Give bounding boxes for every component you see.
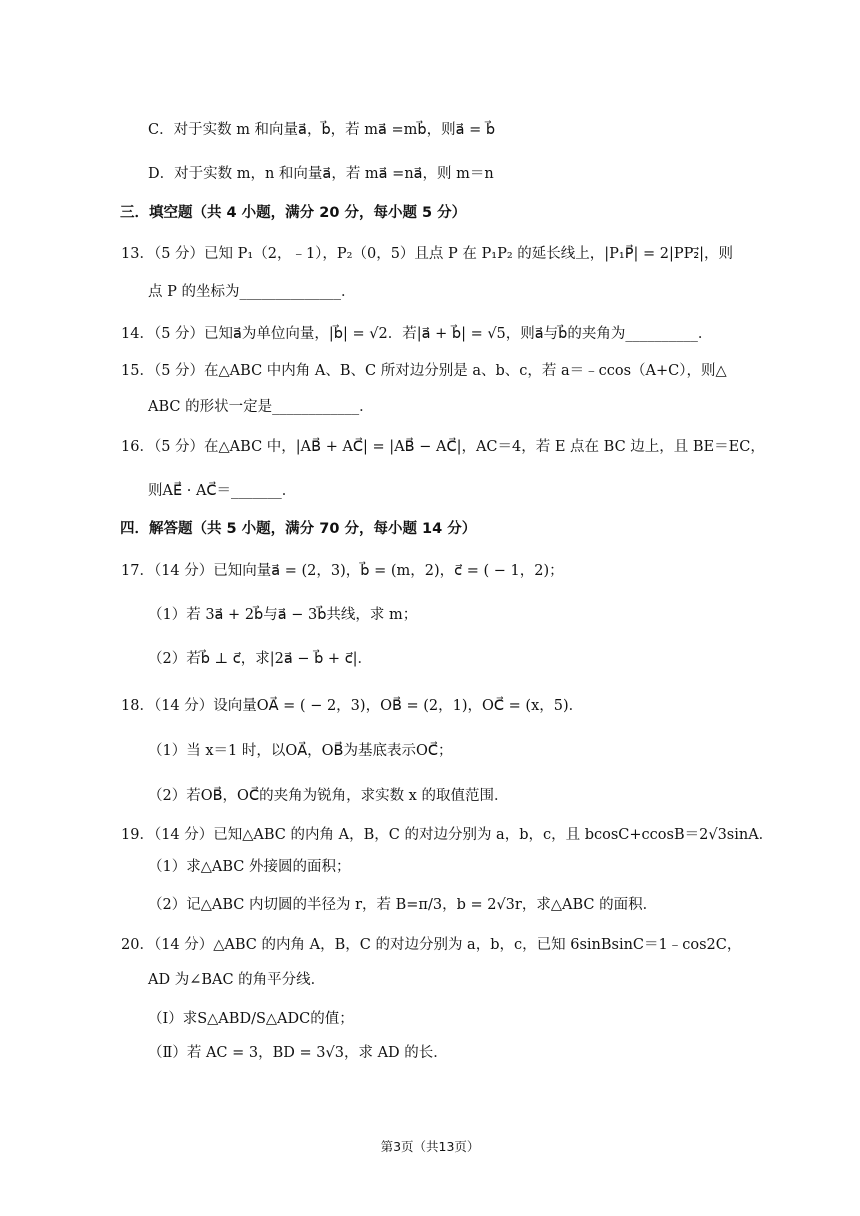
option-c: C．对于实数 m 和向量a⃗，b⃗，若 ma⃗ =mb⃗，则a⃗ = b⃗: [148, 122, 496, 138]
q17-part1: （1）若 3a⃗ + 2b⃗与a⃗ − 3b⃗共线，求 m；: [148, 607, 418, 623]
q19-stem: 19．（14 分）已知△ABC 的内角 A，B，C 的对边分别为 a，b，c，且 bcosC+ccosB＝2√3sinA．: [121, 827, 774, 843]
q16-line2: 则AE⃗ · AC⃗＝_______．: [148, 483, 297, 499]
q13-line1: 13．（5 分）已知 P₁（2，﹣1），P₂（0，5）且点 P 在 P₁P₂ 的延长线上，|P₁P⃗| = 2|PP₂⃗|，则: [121, 246, 734, 262]
q20-stem-line1: 20．（14 分）△ABC 的内角 A，B，C 的对边分别为 a，b，c，已知 6sinBsinC＝1﹣cos2C，: [121, 937, 742, 953]
q19-part1: （1）求△ABC 外接圆的面积；: [148, 859, 351, 875]
q15-line2: ABC 的形状一定是____________．: [148, 399, 374, 415]
q20-stem-line2: AD 为∠BAC 的角平分线．: [148, 972, 326, 988]
q18-part1: （1）当 x＝1 时，以OA⃗，OB⃗为基底表示OC⃗；: [148, 743, 453, 759]
q20-part2: （Ⅱ）若 AC = 3，BD = 3√3，求 AD 的长．: [148, 1045, 448, 1061]
page-footer: 第3页（共13页）: [380, 1139, 480, 1154]
section-fill-blank-heading: 三．填空题（共 4 小题，满分 20 分，每小题 5 分）: [120, 205, 467, 221]
q17-stem: 17．（14 分）已知向量a⃗ = (2，3)，b⃗ = (m，2)，c⃗ = ( − 1，2)；: [121, 563, 564, 579]
q20-part1: （Ⅰ）求S△ABD/S△ADC的值；: [148, 1011, 354, 1027]
q14: 14．（5 分）已知a⃗为单位向量，|b⃗| = √2．若|a⃗ + b⃗| = √5，则a⃗与b⃗的夹角为__________．: [121, 326, 713, 342]
q18-part2: （2）若OB⃗，OC⃗的夹角为锐角，求实数 x 的取值范围．: [148, 788, 509, 804]
section-answer-heading: 四．解答题（共 5 小题，满分 70 分，每小题 14 分）: [120, 521, 477, 537]
q19-part2: （2）记△ABC 内切圆的半径为 r，若 B=π/3，b = 2√3r，求△ABC 的面积．: [148, 897, 658, 913]
q13-line2: 点 P 的坐标为______________．: [148, 284, 356, 300]
q17-part2: （2）若b⃗ ⊥ c⃗，求|2a⃗ − b⃗ + c⃗|．: [148, 651, 373, 667]
q15-line1: 15．（5 分）在△ABC 中内角 A、B、C 所对边分别是 a、b、c，若 a＝﹣ccos（A+C），则△: [121, 363, 727, 379]
q18-stem: 18．（14 分）设向量OA⃗ = ( − 2，3)，OB⃗ = (2，1)，OC⃗ = (x，5)．: [121, 698, 584, 714]
q16-line1: 16．（5 分）在△ABC 中，|AB⃗ + AC⃗| = |AB⃗ − AC⃗|，AC＝4，若 E 点在 BC 边上，且 BE＝EC，: [121, 439, 765, 455]
option-d: D．对于实数 m，n 和向量a⃗，若 ma⃗ =na⃗，则 m＝n: [148, 166, 494, 182]
